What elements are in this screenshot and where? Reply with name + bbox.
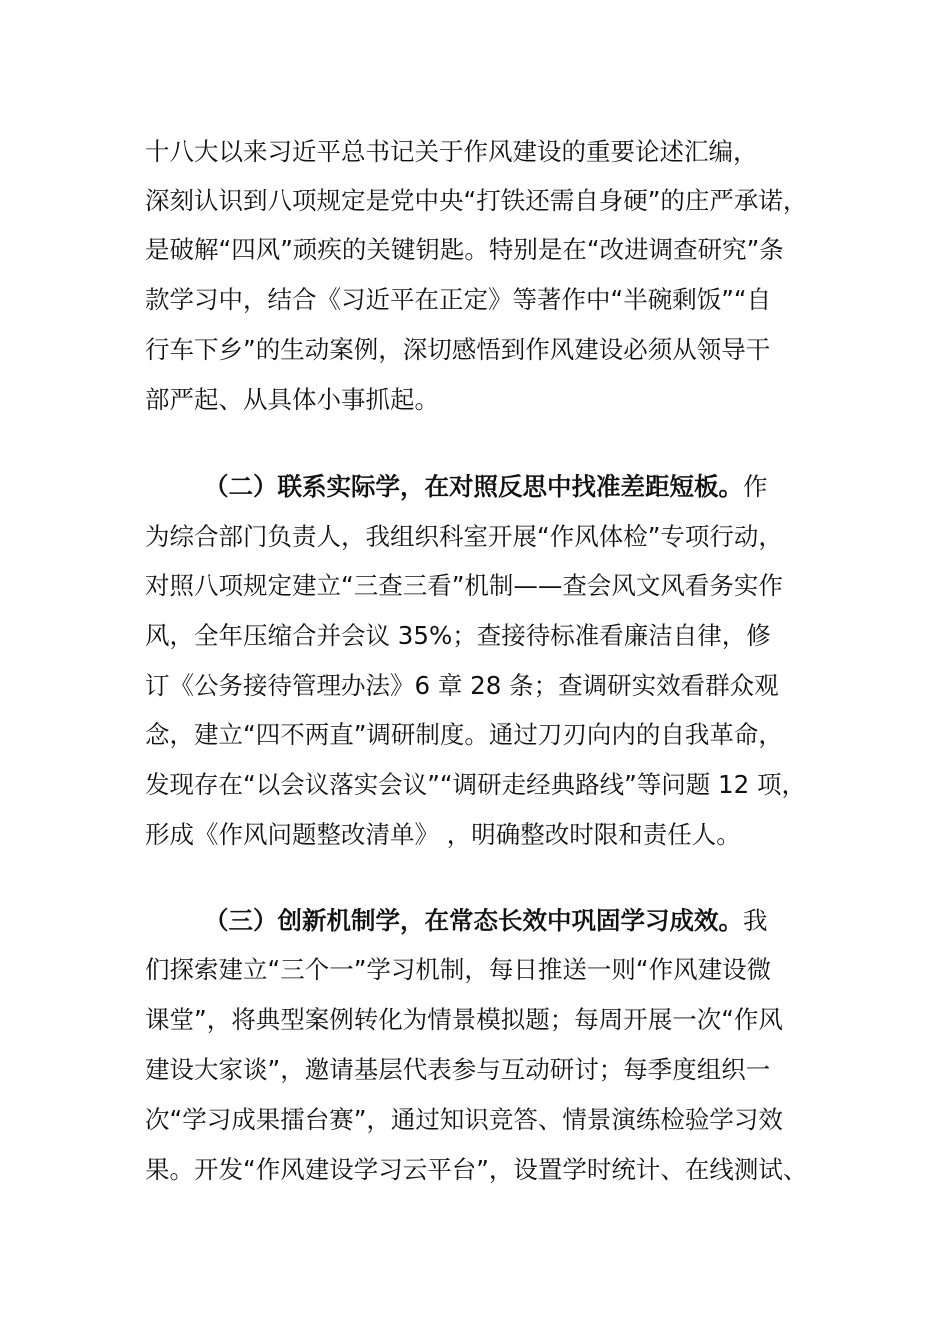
section-heading-2: （二）联系实际学，在对照反思中找准差距短板。 — [204, 472, 743, 501]
text-line: 念，建立“四不两直”调研制度。通过刀刃向内的自我革命， — [145, 720, 783, 749]
text-line: 款学习中，结合《习近平在正定》等著作中“半碗剩饭”“自 — [145, 285, 772, 314]
text-line: 是破解“四风”顽疾的关键钥匙。特别是在“改进调查研究”条 — [145, 235, 784, 264]
text-run: 作 — [743, 472, 768, 501]
text-line: 次“学习成果擂台赛”，通过知识竞答、情景演练检验学习效 — [145, 1105, 783, 1134]
text-line: 部严起、从具体小事抓起。 — [145, 385, 439, 414]
text-line: 发现存在“以会议落实会议”“调研走经典路线”等问题 12 项， — [145, 770, 807, 799]
text-run: 我 — [743, 906, 768, 935]
text-line: 们探索建立“三个一”学习机制，每日推送一则“作风建设微 — [145, 955, 772, 984]
text-line: 对照八项规定建立“三查三看”机制——查会风文风看务实作 — [145, 571, 783, 600]
section-heading-3: （三）创新机制学，在常态长效中巩固学习成效。 — [204, 906, 743, 935]
text-line: 建设大家谈”，邀请基层代表参与互动研讨；每季度组织一 — [145, 1055, 771, 1084]
text-line: 课堂”，将典型案例转化为情景模拟题；每周开展一次“作风 — [145, 1005, 783, 1034]
paragraph-2-first-line — [204, 471, 768, 503]
text-line: 十八大以来习近平总书记关于作风建设的重要论述汇编， — [145, 137, 758, 166]
text-line: 风，全年压缩合并会议 35%；查接待标准看廉洁自律，修 — [145, 621, 771, 650]
text-line: 为综合部门负责人，我组织科室开展“作风体检”专项行动， — [145, 522, 783, 551]
text-line: 行车下乡”的生动案例，深切感悟到作风建设必须从领导干 — [145, 335, 771, 364]
text-line: 订《公务接待管理办法》6 章 28 条；查调研实效看群众观 — [145, 671, 779, 700]
text-line: 深刻认识到八项规定是党中央“打铁还需自身硬”的庄严承诺， — [145, 186, 808, 215]
text-line: 果。开发“作风建设学习云平台”，设置学时统计、在线测试、 — [145, 1155, 808, 1184]
text-line: 形成《作风问题整改清单》 ，明确整改时限和责任人。 — [145, 820, 741, 849]
paragraph-3-first-line — [204, 905, 768, 937]
